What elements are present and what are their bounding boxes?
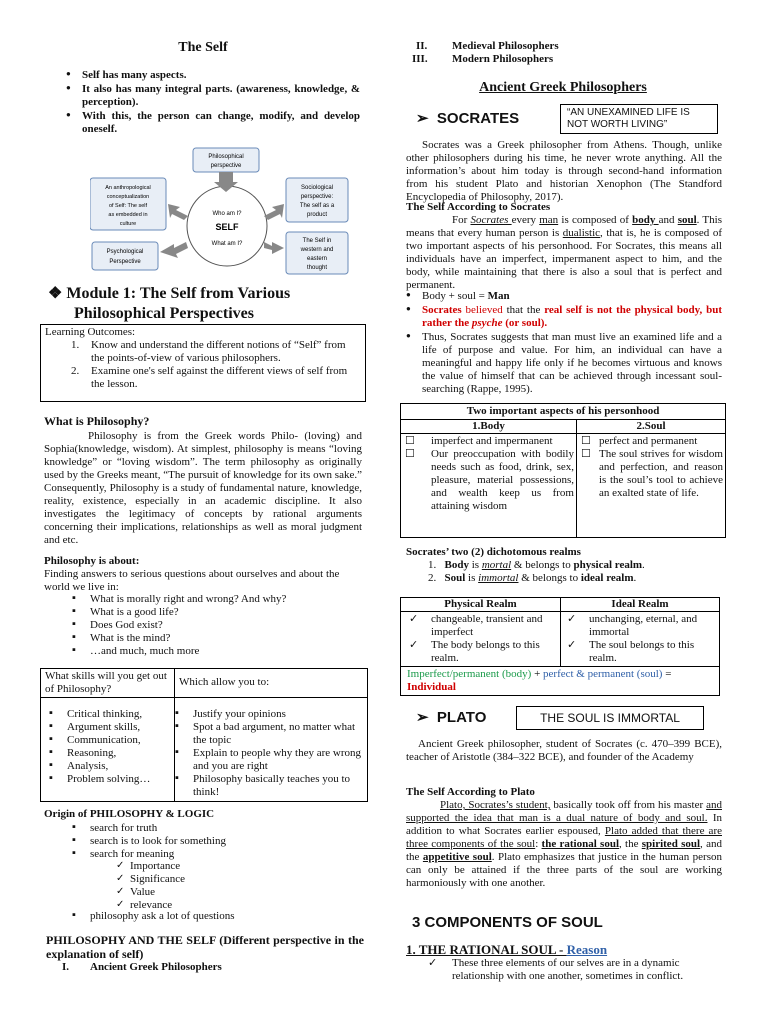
list-item: ✓ unchanging, eternal, and immortal: [567, 612, 698, 638]
diagram-box-psychological: [92, 242, 158, 270]
self-plato-heading: The Self According to Plato: [406, 786, 535, 798]
list-item: ● Socrates believed that the real self is not the physical body, but rather the psyche (or soul).: [400, 304, 722, 330]
plato-paragraph: Ancient Greek philosopher, student of Socrates (c. 470–399 BCE), teacher of Aristotle (384–322 BCE), and founder of the Academy: [406, 738, 722, 763]
checkbox-icon: ☐: [405, 447, 415, 460]
modern-label: Modern Philosophers: [452, 53, 554, 65]
realm-item-1: 1. Body is mortal & belongs to physical realm.: [428, 559, 645, 571]
list-item: ▪ Justify your opinions: [147, 708, 363, 721]
skills-table: [40, 668, 368, 802]
outcome-text: Examine one's self against the different views of self from the lesson.: [91, 364, 348, 390]
rational-item: ✓ These three elements of our selves are in a dynamic relationship with one another, sometimes in conflict.: [428, 957, 684, 982]
diagram-label: product: [306, 212, 328, 218]
module-title-line2: Philosophical Perspectives: [74, 305, 254, 322]
arrow-right-icon: [168, 204, 188, 220]
list-item: ▪ What is a good life?: [44, 606, 362, 619]
socrates-self-paragraph: For Socrates every man is composed of body and soul. This means that every human person is dualistic, that is, he is composed of two important aspects of his personhood. For Socrates, this means all individuals have an imperfect, impermanent aspect to him, and the body, while maintaining that there is also a soul that is perfect and permanent.: [406, 214, 722, 291]
diagram-label: Philosophical: [208, 154, 244, 160]
list-item: ▪ Argument skills,: [21, 721, 170, 734]
list-item: ☐ perfect and permanent: [581, 434, 698, 447]
physical-cell: [401, 611, 561, 666]
skills-header-1: What skills will you get out of Philosophy?: [41, 669, 175, 698]
list-item: ✓ The soul belongs to this realm.: [567, 638, 695, 664]
diagram-label: western and: [300, 247, 334, 253]
physical-header: Physical Realm: [401, 598, 561, 612]
ancient-label: Ancient Greek Philosophers: [90, 961, 222, 973]
arrow-bullet-icon: ➢: [416, 709, 429, 726]
check-icon: ✓: [567, 638, 577, 651]
list-item: ▪ Explain to people why they are wrong and you are right: [147, 747, 363, 773]
numeral-2: II.: [416, 40, 428, 52]
body-cell: [401, 433, 577, 537]
list-item: ▪ Critical thinking,: [21, 708, 170, 721]
diagram-label: The Self in: [302, 238, 332, 244]
check-icon: ✓: [409, 612, 419, 625]
diagram-label: of Self: The self: [108, 203, 148, 209]
list-item: ▪ Analysis,: [21, 760, 170, 773]
ideal-cell: [561, 611, 720, 666]
diagram-label: An anthropological: [105, 185, 151, 191]
diagram-center-title: SELF: [215, 222, 239, 232]
list-item: ▪ What is morally right and wrong? And why?: [44, 593, 362, 606]
list-item: ● With this, the person can change, modify, and develop oneself.: [60, 110, 360, 136]
origin-list-last: [44, 910, 362, 923]
socrates-bullets: [400, 290, 722, 397]
list-item: ▪ Communication,: [21, 734, 170, 747]
check-icon: ✓: [409, 638, 419, 651]
outcome-item: 1. Know and understand the different notions of “Self” from the points-of-view of various philosophers.: [71, 338, 346, 364]
formula-cell: Imperfect/permanent (body) + perfect & permanent (soul) = Individual: [401, 666, 720, 695]
realms-heading: Socrates’ two (2) dichotomous realms: [406, 546, 581, 558]
about-text: Finding answers to serious questions about ourselves and about the world we live in:: [44, 568, 340, 593]
outcomes-label: Learning Outcomes:: [45, 326, 136, 338]
diagram-label: perspective: [210, 163, 242, 169]
list-item: ● Self has many aspects.: [60, 69, 360, 82]
check-icon: ✓: [567, 612, 577, 625]
module-title-line1: Module 1: The Self from Various: [66, 285, 291, 302]
list-item: ✓ Value: [68, 886, 358, 899]
diagram-label: eastern: [306, 256, 328, 262]
list-item: ▪ Spot a bad argument, no matter what the topic: [147, 721, 363, 747]
module-heading: [48, 284, 368, 324]
origin-checklist: [68, 860, 358, 912]
list-item: ▪ search for meaning: [44, 848, 362, 861]
list-item: ▪ Philosophy basically teaches you to think!: [147, 773, 363, 799]
outcome-item: 2. Examine one's self against the different views of self from the lesson.: [71, 364, 348, 390]
origin-heading: Origin of PHILOSOPHY & LOGIC: [44, 808, 215, 820]
rational-soul-heading: 1. THE RATIONAL SOUL - Reason: [406, 942, 608, 957]
diamond-icon: ❖: [48, 285, 63, 302]
list-item: ▪ Reasoning,: [21, 747, 170, 760]
ideal-header: Ideal Realm: [561, 598, 720, 612]
personhood-table: [400, 403, 726, 538]
aspects-title: Two important aspects of his personhood: [401, 404, 726, 420]
plato-title: PLATO: [436, 709, 487, 726]
checkbox-icon: ☐: [405, 434, 415, 447]
numeral-1: I.: [62, 961, 70, 973]
questions-list: [44, 593, 362, 658]
list-item: ▪ search for truth: [44, 822, 362, 835]
diagram-center-q1: Who am I?: [212, 211, 242, 217]
origin-list: [44, 822, 362, 861]
diagram-label: Psychological: [106, 249, 144, 255]
soul-cell: [577, 433, 726, 537]
diagram-label: The self as a: [299, 203, 335, 209]
realm-item-2: 2. Soul is immortal & belongs to ideal realm.: [428, 572, 637, 584]
list-item: ✓ Significance: [68, 873, 358, 886]
socrates-title: SOCRATES: [436, 110, 520, 127]
list-item: ☐ imperfect and impermanent: [405, 434, 553, 447]
self-bullets: [60, 69, 360, 137]
arrow-left-icon: [264, 204, 284, 220]
diagram-label: Sociological: [300, 185, 334, 191]
list-item: ▪ Problem solving…: [21, 773, 170, 786]
skills-header-2: Which allow you to:: [175, 669, 368, 698]
about-label: Philosophy is about:: [44, 555, 140, 567]
checkbox-icon: ☐: [581, 434, 591, 447]
diagram-label: thought: [306, 265, 328, 271]
diagram-label: Perspective: [109, 259, 141, 265]
list-item: ✓ The body belongs to this realm.: [409, 638, 540, 664]
medieval-label: Medieval Philosophers: [452, 40, 559, 52]
diagram-label: perspective:: [300, 194, 334, 200]
list-item: ☐ The soul strives for wisdom and perfection, and reason is the soul’s tool to achieve an exalted state of life.: [581, 447, 723, 499]
outcome-text: Know and understand the different notions of “Self” from the points-of-view of various philosophers.: [91, 338, 346, 364]
list-item: ▪ philosophy ask a lot of questions: [44, 910, 362, 923]
socrates-paragraph: Socrates was a Greek philosopher from Athens. Though, unlike other philosophers during his time, he never wrote anything. All the information’s about him today is through second-hand information from his student Plato and historian Xenophon (The Standford Encyclopedia of Philosophy, 2017).: [406, 139, 722, 203]
allow-cell: [175, 697, 368, 801]
what-is-philosophy-heading: What is Philosophy?: [44, 414, 150, 428]
arrow-left-icon: [264, 242, 284, 254]
plato-quote-box: THE SOUL IS IMMORTAL: [516, 706, 704, 730]
checkbox-icon: ☐: [581, 447, 591, 460]
list-item: ▪ …and much, much more: [44, 645, 362, 658]
list-item: ● Thus, Socrates suggests that man must live an examined life and a life of purpose and value. For him, an individual can have a meaningful and happy life only if he becomes virtuous and knows the value of himself that can be achieved through incessant soul-searching (Rappe, 1995).: [400, 331, 722, 396]
list-item: ● It also has many integral parts. (awareness, knowledge, & perception).: [60, 83, 360, 109]
section-title: Ancient Greek Philosophers: [479, 80, 647, 95]
page-title: The Self: [178, 40, 228, 55]
socrates-quote-box: “AN UNEXAMINED LIFE IS NOT WORTH LIVING”: [560, 104, 718, 134]
list-item: ✓ changeable, transient and imperfect: [409, 612, 543, 638]
learning-outcomes-box: [40, 324, 366, 402]
plato-heading: [416, 709, 486, 727]
arrow-right-icon: [160, 242, 188, 258]
plato-self-paragraph: Plato, Socrates’s student, basically took off from his master and supported the idea that man is a dual nature of body and soul. In addition to what Socrates earlier espoused, Plato added that there are three components of the soul: the rational soul, the spirited soul, and the appetitive soul. Plato emphasizes that justice in the human person can only be attained if the three parts of the soul are working harmoniously with one another.: [406, 799, 722, 889]
self-socrates-heading: The Self According to Socrates: [406, 201, 551, 213]
philosophy-paragraph: Philosophy is from the Greek words Philo- (loving) and Sophia(knowledge, wisdom). At simplest, philosophy is means “loving knowledge” or “loving wisdom”. The term philosophy as originally used by the Greeks meant, “The pursuit of knowledge for its own sake.” Consequently, Philosophy is a study of fundamental nature, knowledge, reality, existence, especially in an academic discipline. It also investigates the legitimacy of concepts by rational arguments concerning their implications, relationships as well as moral judgment and etc.: [44, 430, 362, 546]
check-icon: ✓: [428, 957, 438, 969]
soul-header: 2.Soul: [577, 419, 726, 433]
arrow-bullet-icon: ➢: [416, 110, 429, 127]
diagram-label: culture: [119, 221, 137, 227]
diagram-center-q2: What am I?: [211, 241, 243, 247]
list-item: ✓ relevance: [68, 899, 358, 912]
list-item: ● Body + soul = Man: [400, 290, 722, 303]
realms-table: [400, 597, 720, 696]
components-heading: 3 COMPONENTS OF SOUL: [412, 914, 603, 931]
list-item: ✓ Importance: [68, 860, 358, 873]
numeral-3: III.: [412, 53, 428, 65]
list-item: ▪ What is the mind?: [44, 632, 362, 645]
self-diagram: [90, 144, 360, 276]
list-item: ▪ search is to look for something: [44, 835, 362, 848]
body-header: 1.Body: [401, 419, 577, 433]
diagram-label: conceptualization: [106, 194, 150, 200]
philosophy-self-heading: PHILOSOPHY AND THE SELF (Different perspective in the explanation of self): [46, 933, 364, 962]
socrates-heading: [416, 110, 519, 128]
diagram-label: as embedded in: [108, 212, 148, 218]
list-item: ☐ Our preoccupation with bodily needs such as food, drink, sex, pleasure, material possessions, and wealth keep us from attaining wisdom: [405, 447, 574, 512]
list-item: ▪ Does God exist?: [44, 619, 362, 632]
